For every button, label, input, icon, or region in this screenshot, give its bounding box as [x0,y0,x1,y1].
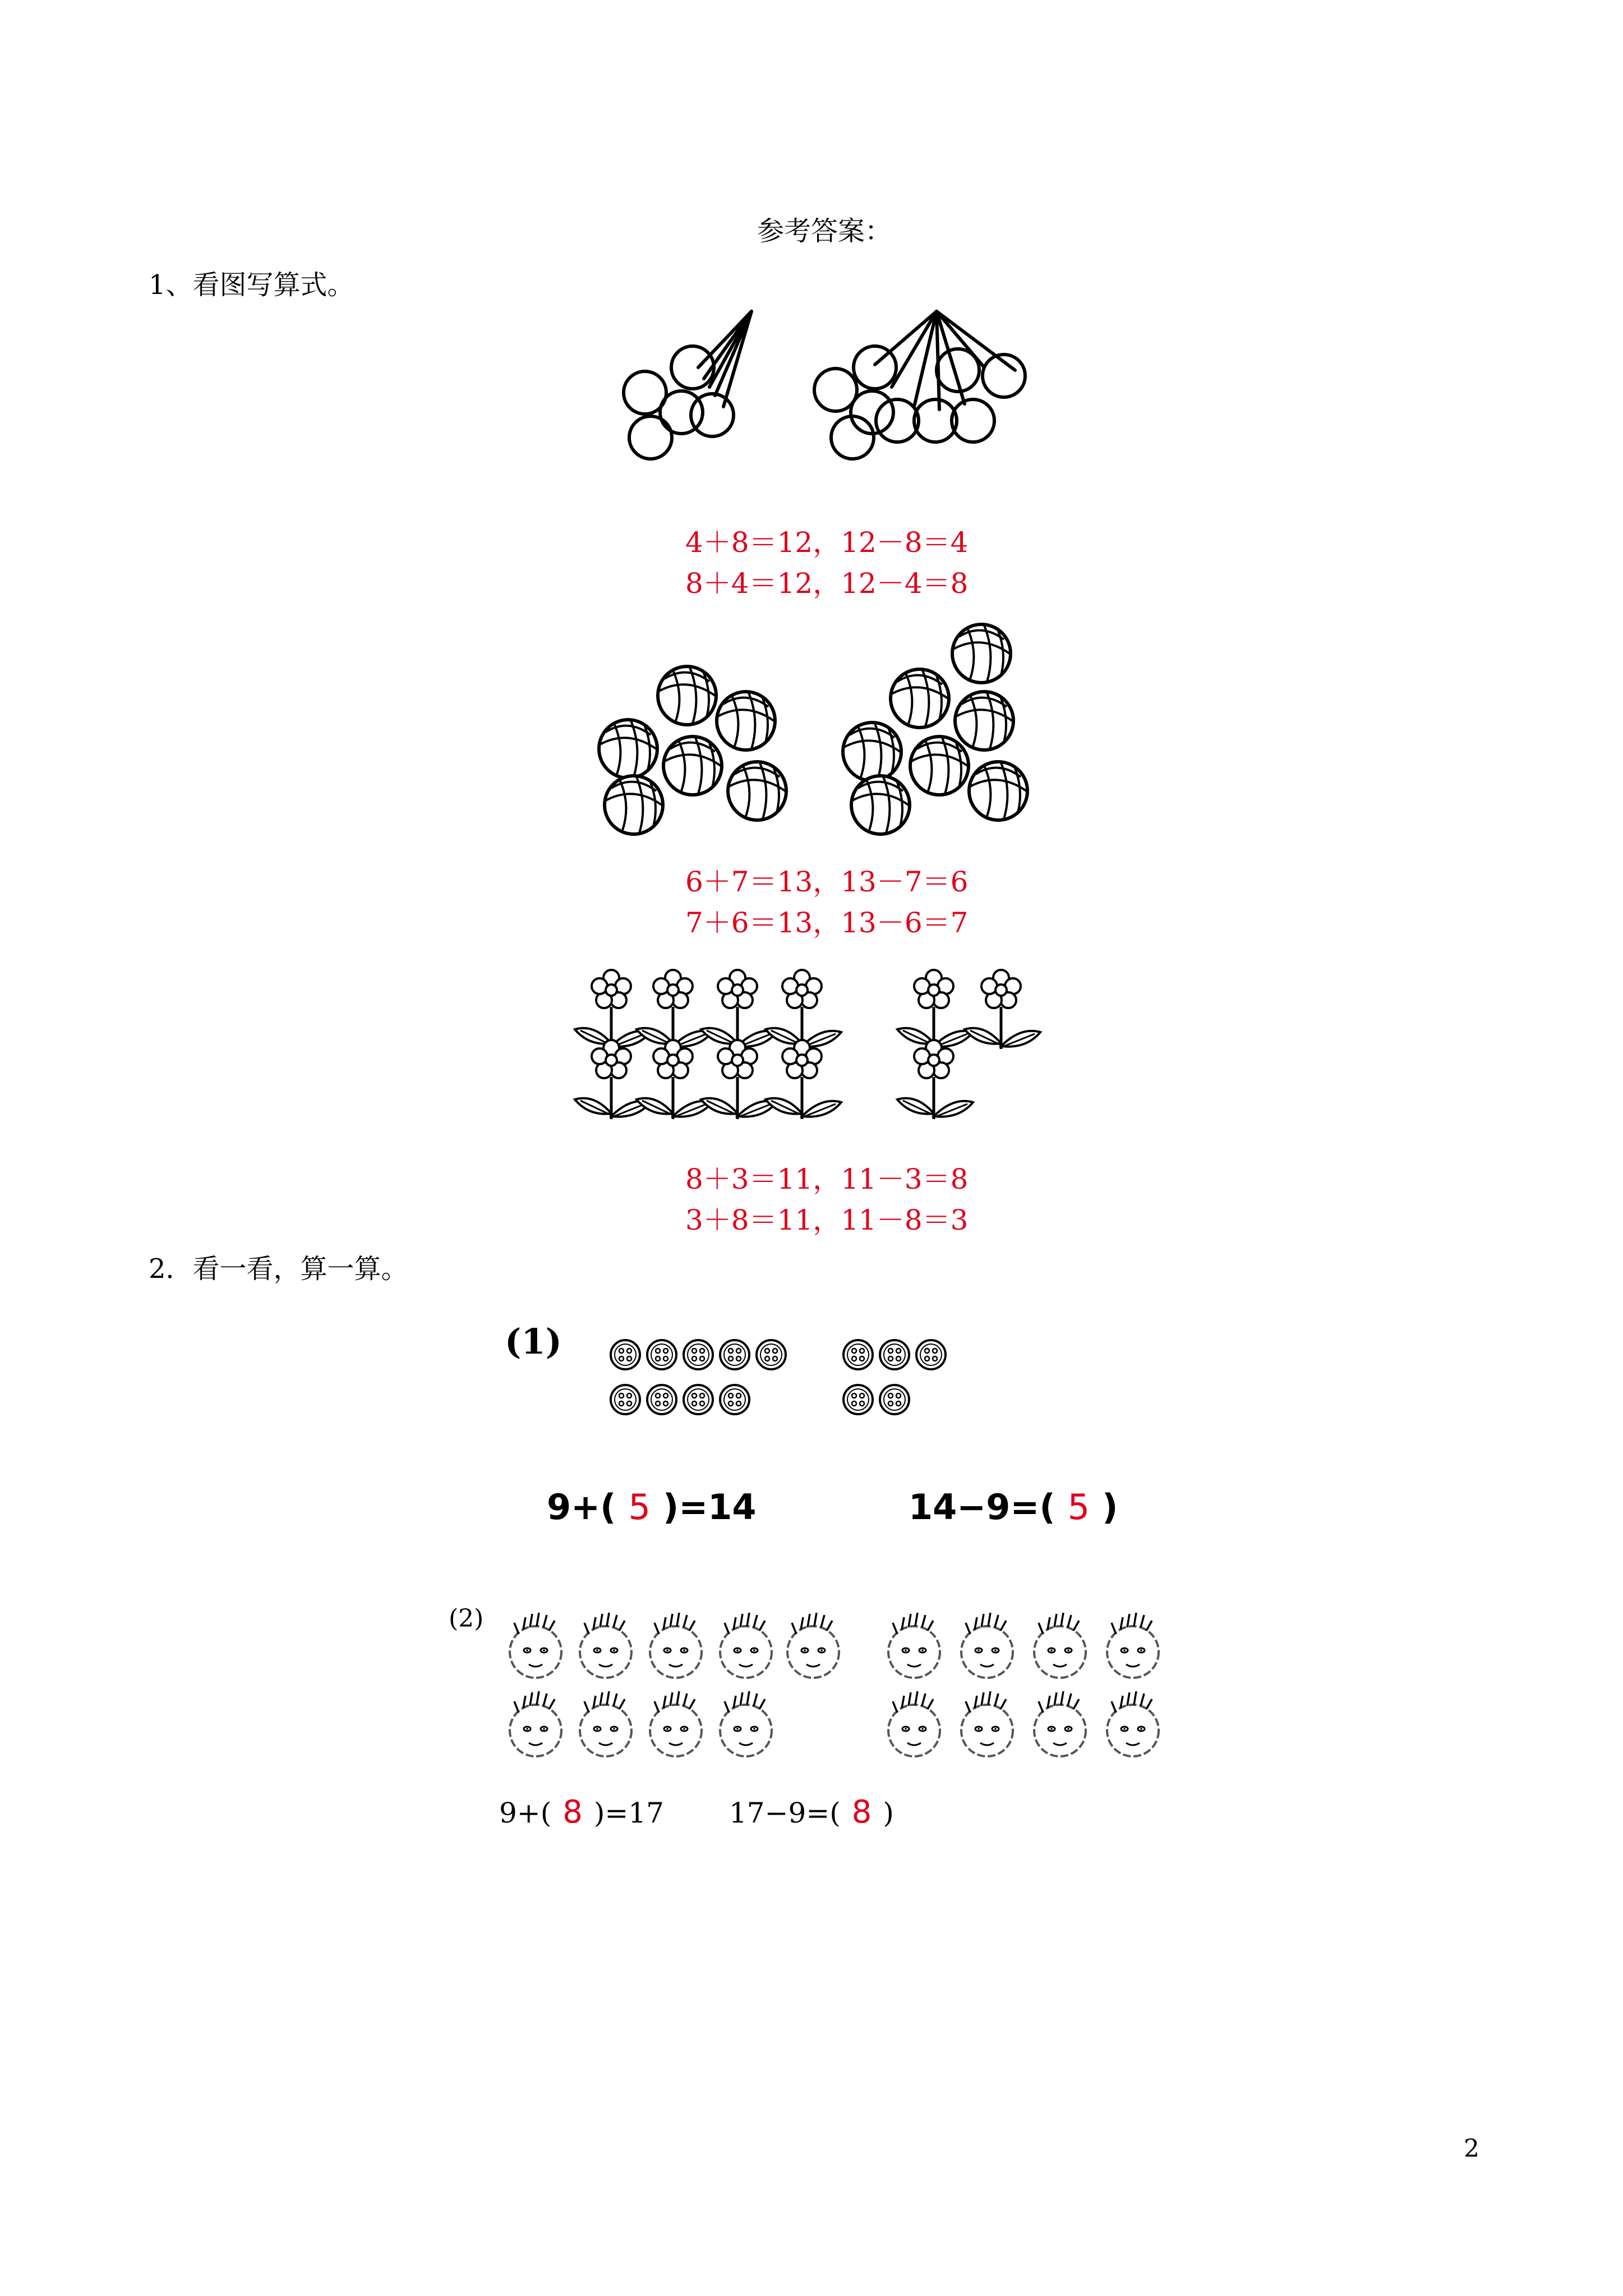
part-1-label: (1) [505,1321,562,1362]
equation-prefix: 17−9=( [729,1797,841,1829]
equation-suffix: )=14 [662,1487,757,1527]
answer-value: 5 [628,1487,651,1527]
cherries-figure [611,309,1060,466]
part-1-equation-1 [547,1487,756,1527]
part-2-equation-1 [499,1794,664,1830]
answer-value: 8 [851,1794,872,1830]
cherries-answer-2: 8＋4＝12，12－4＝8 [685,567,969,600]
flowers-figure [578,968,1049,1136]
question-2-heading: 2．看一看，算一算。 [149,1253,408,1285]
balls-answer-2: 7＋6＝13，13－6＝7 [685,907,969,939]
page-title: 参考答案： [757,215,892,247]
equation-suffix: )=17 [593,1797,664,1829]
answer-value: 8 [562,1794,583,1830]
page-number: 2 [1464,2134,1479,2163]
answer-value: 5 [1067,1487,1090,1527]
faces-figure [502,1604,1175,1773]
part-1-equation-2 [909,1487,1118,1527]
buttons-figure [608,1329,967,1425]
balls-figure [583,617,1054,841]
equation-suffix: ) [1102,1487,1118,1527]
flowers-answer-2: 3＋8＝11，11－8＝3 [685,1204,969,1236]
equation-prefix: 14−9=( [909,1487,1055,1527]
equation-prefix: 9+( [499,1797,552,1829]
part-2-equation-2 [729,1794,894,1830]
question-1-heading: 1、看图写算式。 [149,269,354,301]
flowers-answer-1: 8＋3＝11，11－3＝8 [685,1163,969,1195]
part-2-label: (2) [449,1604,484,1633]
equation-suffix: ) [883,1797,894,1829]
cherries-answer-1: 4＋8＝12，12－8＝4 [685,526,969,559]
equation-prefix: 9+( [547,1487,616,1527]
balls-answer-1: 6＋7＝13，13－7＝6 [685,866,969,898]
